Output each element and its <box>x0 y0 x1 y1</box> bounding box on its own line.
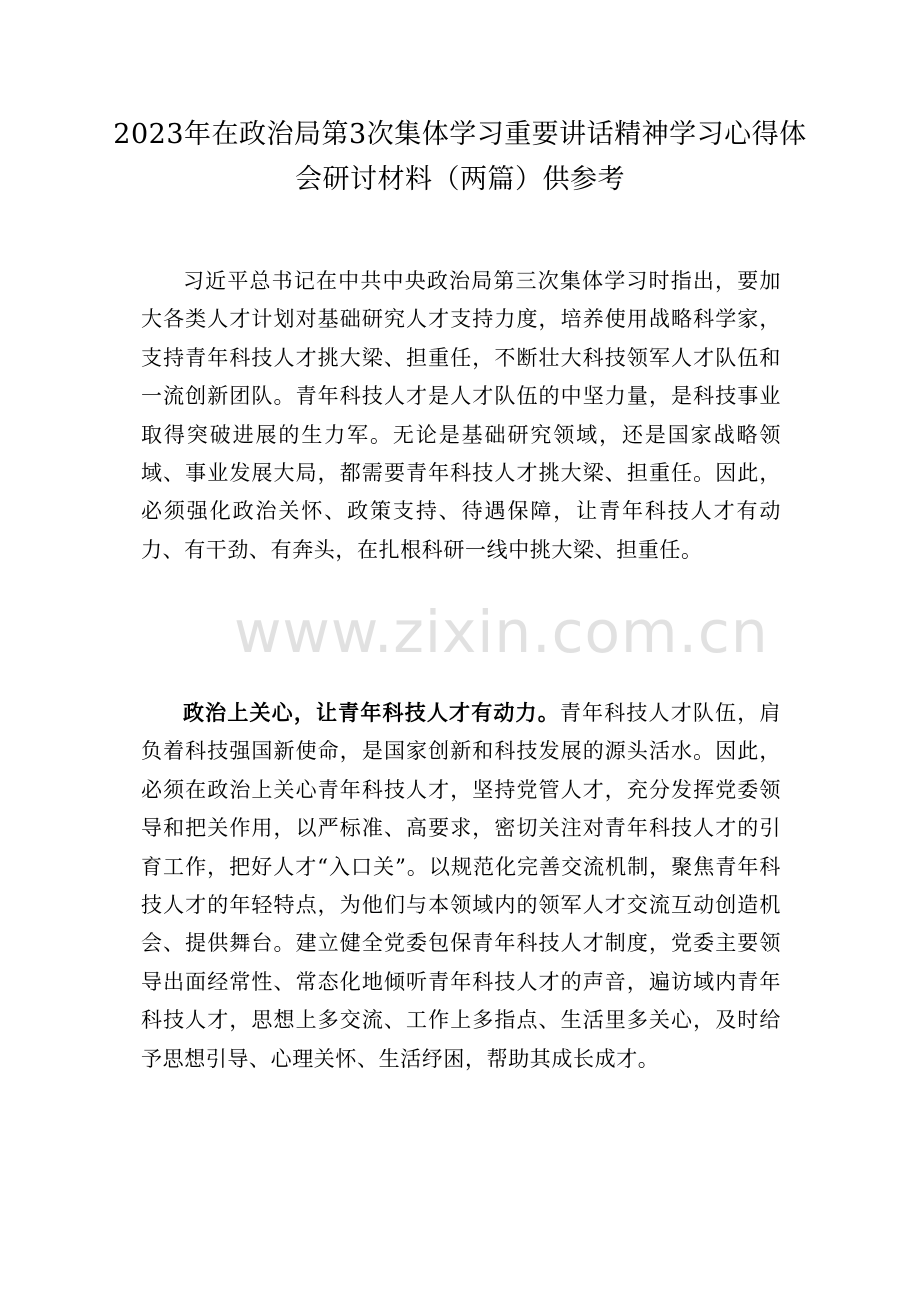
paragraph-lead-heading: 政治上关心，让青年科技人才有动力。 <box>183 700 560 725</box>
paragraph-intro <box>141 262 781 569</box>
document-title: 2023年在政治局第3次集体学习重要讲话精神学习心得体会研讨材料（两篇）供参考 <box>113 119 807 195</box>
paragraph-political-care-text: 青年科技人才队伍，肩负着科技强国新使命，是国家创新和科技发展的源头活水。因此，必须在政治上关心青年科技人才，坚持党管人才，充分发挥党委领导和把关作用，以严标准、高要求，密切关注对青年科技人才的引育工作，把好人才“入口关”。以规范化完善交流机制，聚焦青年科技人才的年轻特点，为他们与本领域内的领军人才交流互动创造机会、提供舞台。建立健全党委包保青年科技人才制度，党委主要领导出面经常性、常态化地倾听青年科技人才的声音，遍访域内青年科技人才，思想上多交流、工作上多指点、生活里多关心，及时给予思想引导、心理关怀、生活纾困，帮助其成长成才。 <box>141 701 781 1071</box>
paragraph-political-care <box>141 694 781 1078</box>
paragraph-intro-text: 习近平总书记在中共中央政治局第三次集体学习时指出，要加大各类人才计划对基础研究人才支持力度，培养使用战略科学家，支持青年科技人才挑大梁、担重任，不断壮大科技领军人才队伍和一流创新团队。青年科技人才是人才队伍的中坚力量，是科技事业取得突破进展的生力军。无论是基础研究领域，还是国家战略领域、事业发展大局，都需要青年科技人才挑大梁、担重任。因此，必须强化政治关怀、政策支持、待遇保障，让青年科技人才有动力、有干劲、有奔头，在扎根科研一线中挑大梁、担重任。 <box>141 269 781 562</box>
watermark-text: www.zixin.com.cn <box>234 598 769 666</box>
